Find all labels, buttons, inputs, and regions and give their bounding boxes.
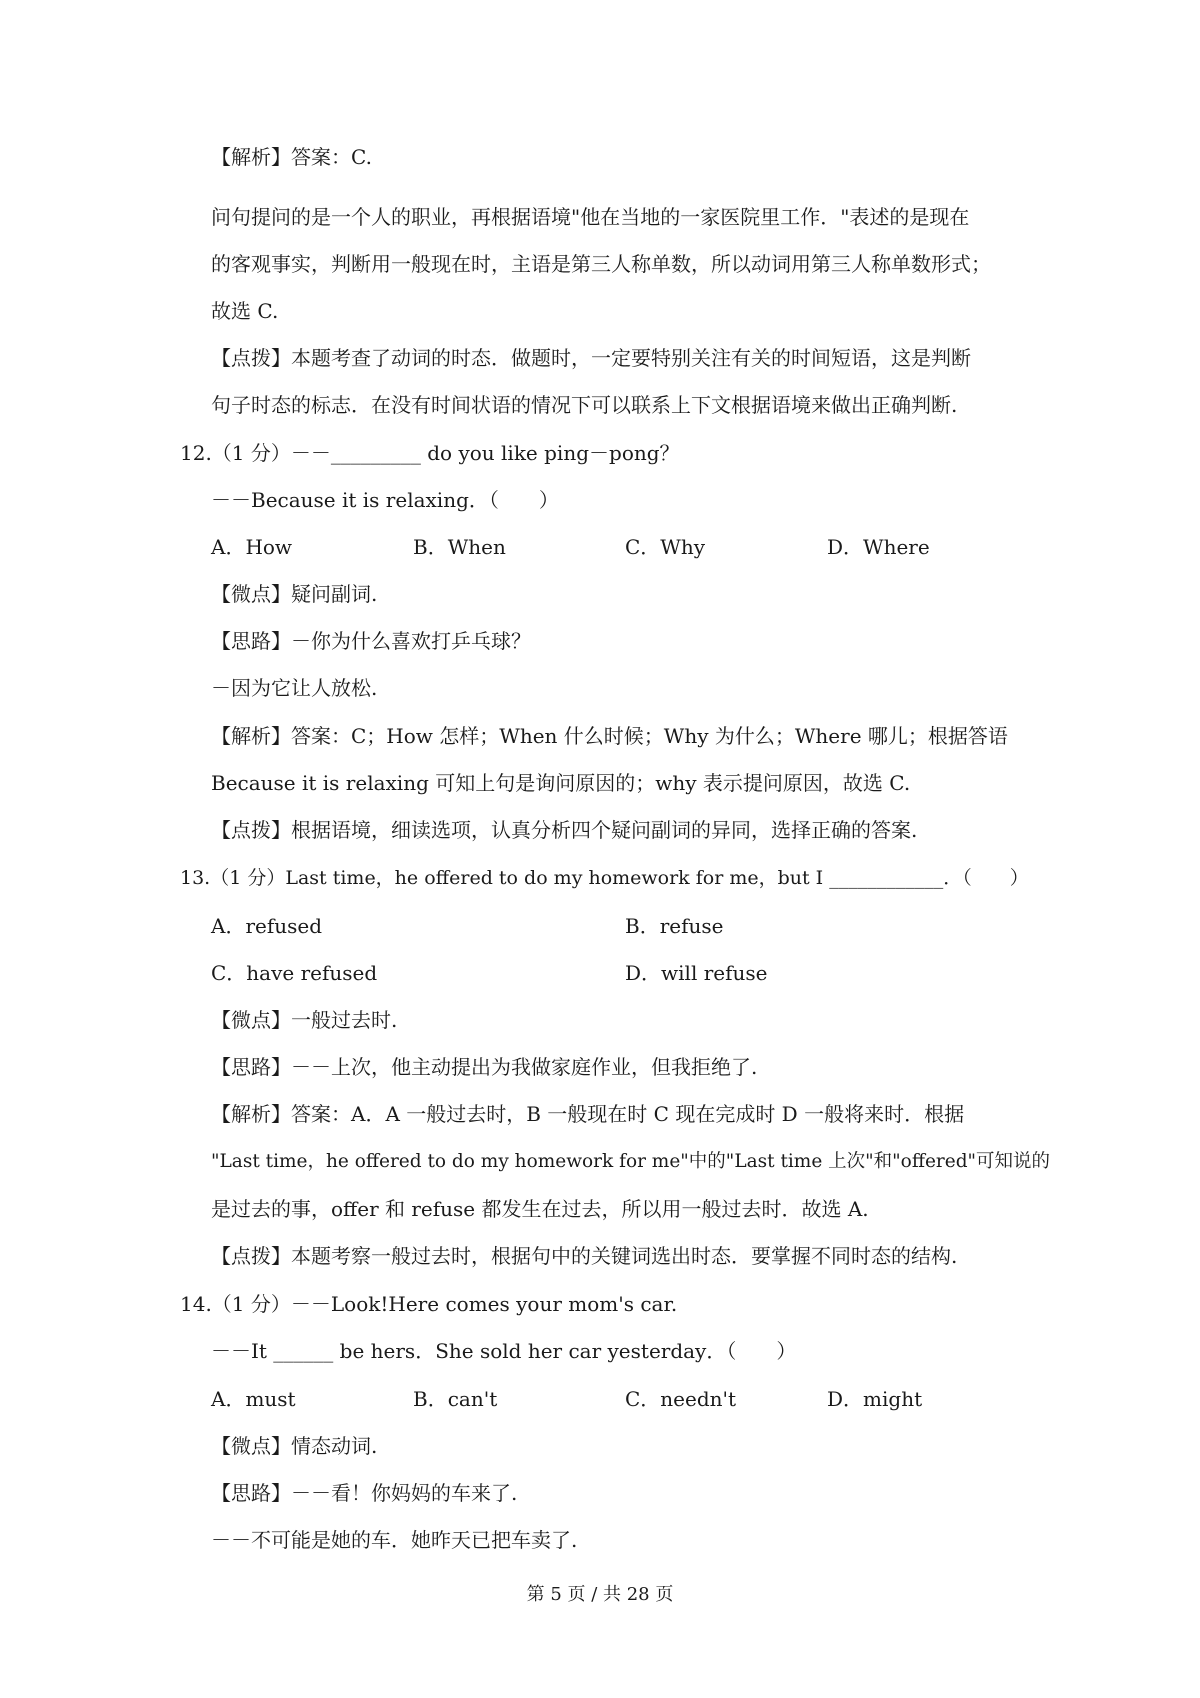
q12-option-b: B．When	[413, 535, 506, 559]
q12-stem-line-2: －－Because it is relaxing．（ ）	[211, 488, 559, 512]
q14-option-d: D．might	[827, 1387, 923, 1411]
q11-analysis-line-4: 故选 C.	[211, 299, 279, 323]
q13-option-c: C．have refused	[211, 961, 378, 985]
q12-tip-line-1: 【点拨】根据语境，细读选项，认真分析四个疑问副词的异同，选择正确的答案.	[211, 818, 918, 842]
q11-tip-line-2: 句子时态的标志．在没有时间状语的情况下可以联系上下文根据语境来做出正确判断.	[211, 393, 958, 417]
q13-option-b: B．refuse	[625, 914, 724, 938]
q13-idea-line-1: 【思路】－－上次，他主动提出为我做家庭作业，但我拒绝了.	[211, 1055, 758, 1079]
q12-idea-line-1: 【思路】－你为什么喜欢打乒乓球？	[211, 629, 531, 653]
q12-analysis-line-2: Because it is relaxing 可知上句是询问原因的；why 表示提问原因，故选 C.	[211, 771, 911, 795]
q13-option-a: A．refused	[211, 914, 323, 938]
q13-analysis-line-3: 是过去的事，offer 和 refuse 都发生在过去，所以用一般过去时．故选 A.	[211, 1197, 869, 1221]
q13-point: 【微点】一般过去时.	[211, 1008, 398, 1032]
q12-option-c: C．Why	[625, 535, 706, 559]
q14-stem-line-2: －－It ______ be hers．She sold her car yesterday．（ ）	[211, 1339, 797, 1363]
q13-analysis-line-2: "Last time，he offered to do my homework for me"中的"Last time 上次"和"offered"可知说的	[211, 1151, 1051, 1172]
q11-analysis-line-2: 问句提问的是一个人的职业，再根据语境"他在当地的一家医院里工作．"表述的是现在	[211, 205, 970, 229]
q14-idea-line-2: －－不可能是她的车．她昨天已把车卖了.	[211, 1528, 578, 1552]
q14-idea-line-1: 【思路】－－看！你妈妈的车来了.	[211, 1481, 518, 1505]
q14-option-b: B．can't	[413, 1387, 498, 1411]
q12-idea-line-2: －因为它让人放松.	[211, 676, 378, 700]
q11-tip-line-1: 【点拨】本题考查了动词的时态．做题时，一定要特别关注有关的时间短语，这是判断	[211, 346, 971, 370]
q12-analysis-line-1: 【解析】答案：C；How 怎样；When 什么时候；Why 为什么；Where 哪儿；根据答语	[211, 724, 1008, 748]
q14-point: 【微点】情态动词.	[211, 1434, 378, 1458]
q13-option-d: D．will refuse	[625, 961, 768, 985]
q12-point: 【微点】疑问副词.	[211, 582, 378, 606]
q13-analysis-line-1: 【解析】答案：A．A 一般过去时，B 一般现在时 C 现在完成时 D 一般将来时．根据	[211, 1102, 965, 1126]
q11-analysis-line-1: 【解析】答案：C.	[211, 145, 372, 169]
q13-tip-line-1: 【点拨】本题考察一般过去时，根据句中的关键词选出时态．要掌握不同时态的结构.	[211, 1244, 958, 1268]
q12-option-a: A．How	[211, 535, 293, 559]
q11-analysis-line-3: 的客观事实，判断用一般现在时，主语是第三人称单数，所以动词用第三人称单数形式；	[211, 252, 991, 276]
q14-stem-line-1: 14.（1 分）－－Look!Here comes your mom's car.	[180, 1292, 678, 1316]
q14-option-c: C．needn't	[625, 1387, 737, 1411]
q12-option-d: D．Where	[827, 535, 930, 559]
q14-option-a: A．must	[211, 1387, 296, 1411]
q13-stem-line-1: 13.（1 分）Last time，he offered to do my homework for me，but I ____________．（ ）	[180, 867, 1029, 889]
q12-stem-line-1: 12.（1 分）－－_________ do you like ping－pong？	[180, 441, 680, 465]
page-number-footer: 第 5 页 / 共 28 页	[526, 1584, 674, 1605]
